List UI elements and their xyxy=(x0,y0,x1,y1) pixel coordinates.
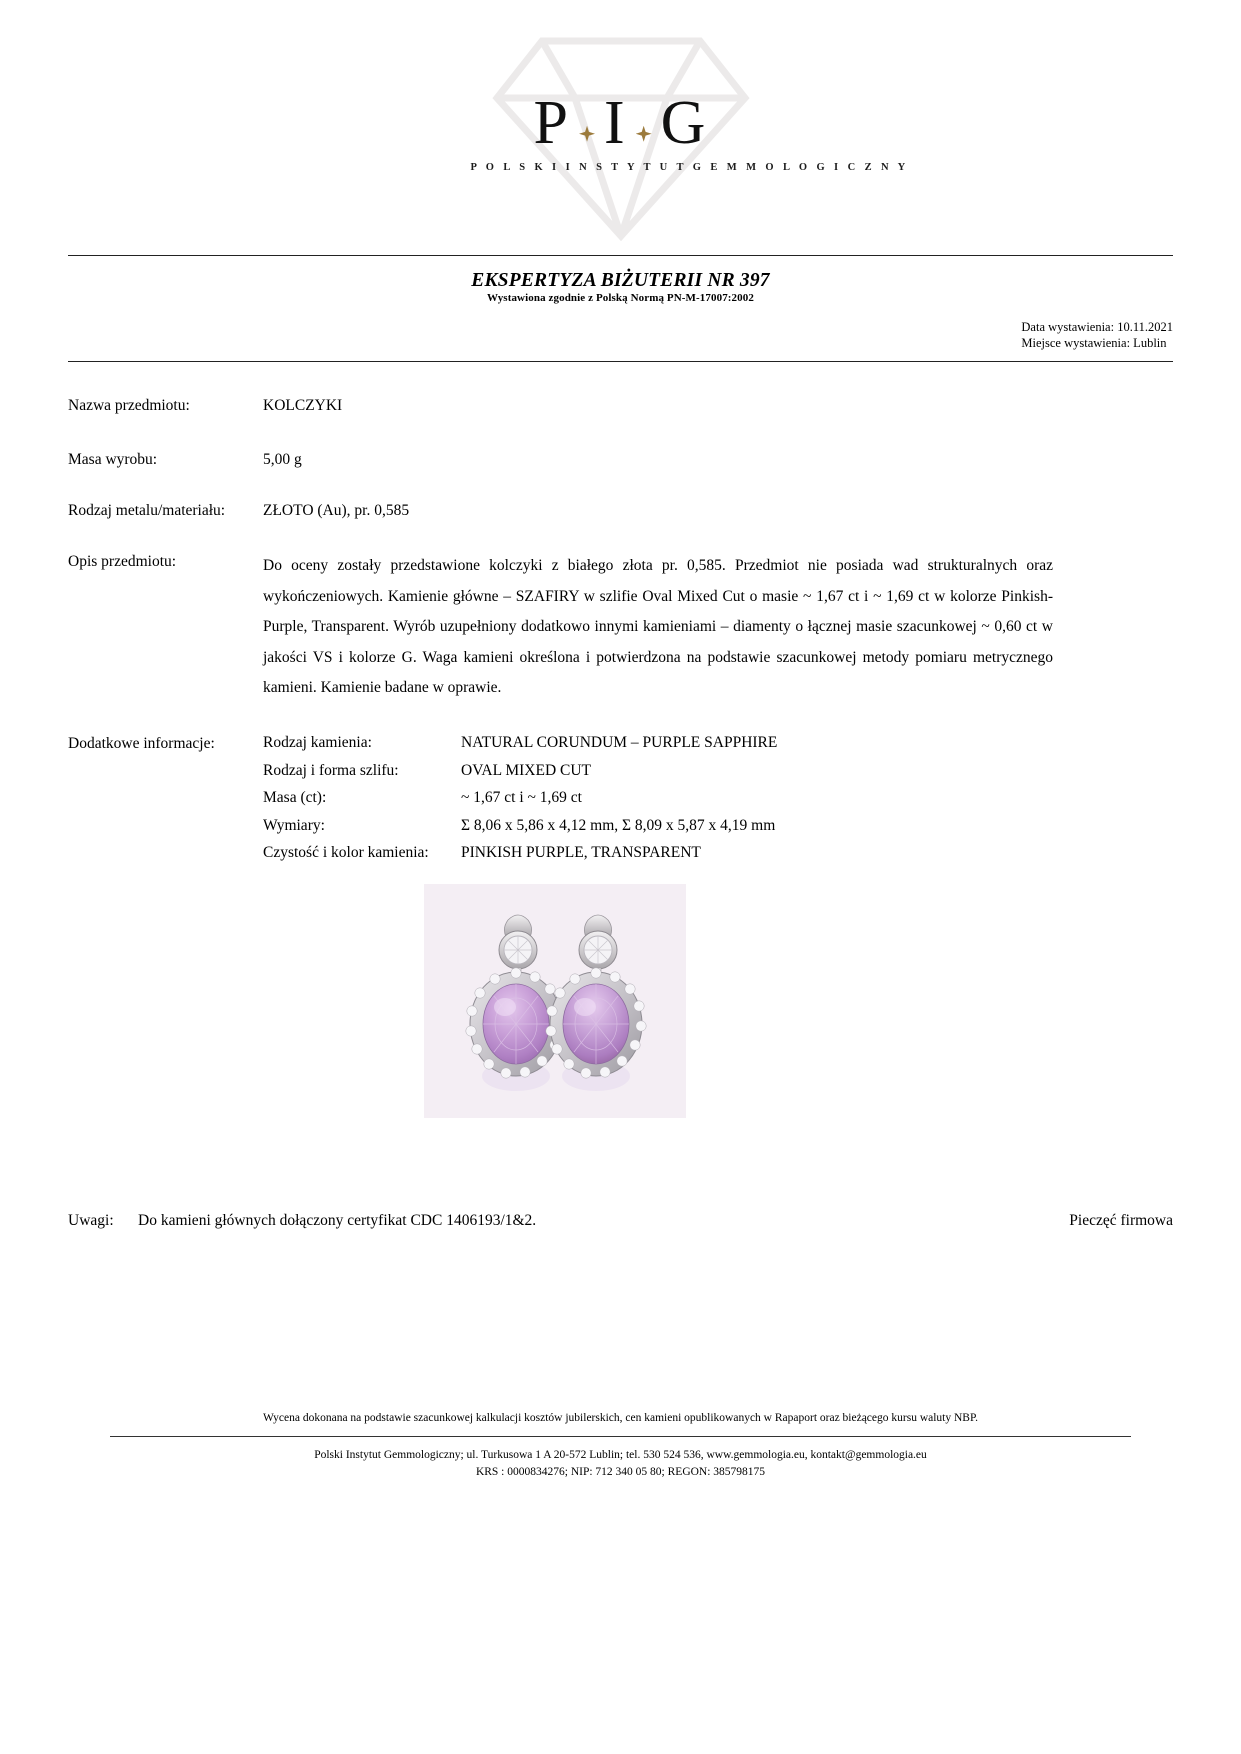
field-value-metal: ZŁOTO (Au), pr. 0,585 xyxy=(263,502,410,519)
field-value-mass: 5,00 g xyxy=(263,451,302,468)
field-item-metal xyxy=(68,500,1173,522)
field-value-name: KOLCZYKI xyxy=(263,397,343,414)
carat-key: Masa (ct): xyxy=(263,789,327,806)
logo-diamond-icon-1 xyxy=(570,98,604,160)
logo-letter-p: P xyxy=(533,89,571,157)
table-row xyxy=(263,787,777,815)
remarks-label: Uwagi: xyxy=(68,1212,114,1229)
field-value-description: Do oceny zostały przedstawione kolczyki z białego złota pr. 0,585. Przedmiot nie posiada wad strukturalnych oraz wykończeniowych. Kamienie główne – SZAFIRY w szlifie Oval Mixed Cut o masie ~ 1,67 ct i ~ 1,69 ct w kolorze Pinkish-Purple, Transparent. Wyrób uzupełniony dodatkowo innymi kamieniami – diamenty o łącznej masie szacunkowej ~ 0,60 ct w jakości VS i kolorze G. Waga kamieni określona i potwierdzona na podstawie szacunkowej metody pomiaru metrycznego kamieni. Kamienie badane w oprawie. xyxy=(263,557,1053,696)
issue-place: Miejsce wystawienia: Lublin xyxy=(1021,336,1167,350)
footer-valuation-note: Wycena dokonana na podstawie szacunkowej kalkulacji kosztów jubilerskich, cen kamieni opublikowanych w Rapaport oraz bieżącego kursu waluty NBP. xyxy=(263,1412,978,1424)
carat-value: ~ 1,67 ct i ~ 1,69 ct xyxy=(461,789,582,806)
footer-address-line: Polski Instytut Gemmologiczny; ul. Turkusowa 1 A 20-572 Lublin; tel. 530 524 536, www.gemmologia.eu, kontakt@gemmologia.eu xyxy=(314,1449,927,1461)
table-row xyxy=(263,732,777,760)
field-label-mass: Masa wyrobu: xyxy=(68,451,158,468)
clarity-color-key: Czystość i kolor kamienia: xyxy=(263,844,429,861)
field-item-description xyxy=(68,551,1173,704)
page-subtitle: Wystawiona zgodnie z Polską Normą PN-M-17007:2002 xyxy=(487,292,754,304)
stone-type-key: Rodzaj kamienia: xyxy=(263,734,372,751)
earrings-photo xyxy=(424,884,686,1118)
divider-footer xyxy=(110,1436,1131,1437)
table-row xyxy=(263,760,777,788)
company-stamp-label: Pieczęć firmowa xyxy=(1069,1212,1173,1229)
field-item-mass xyxy=(68,449,1173,471)
logo-subtitle: P O L S K I I N S T Y T U T G E M M O L O G I C Z N Y xyxy=(470,162,909,173)
field-label-description: Opis przedmiotu: xyxy=(68,553,177,570)
remarks-value: Do kamieni głównych dołączony certyfikat CDC 1406193/1&2. xyxy=(138,1212,537,1229)
additional-info-table xyxy=(263,732,777,870)
dimensions-key: Wymiary: xyxy=(263,816,325,834)
logo-diamond-icon-2 xyxy=(627,98,661,160)
divider-under-header xyxy=(68,361,1173,362)
stone-type-value: NATURAL CORUNDUM – PURPLE SAPPHIRE xyxy=(461,734,778,751)
footer-registration-line: KRS : 0000834276; NIP: 712 340 05 80; REGON: 385798175 xyxy=(475,1466,766,1478)
issue-meta xyxy=(1021,319,1173,351)
remarks-row xyxy=(68,1210,1173,1232)
table-row xyxy=(263,815,777,843)
issue-date: Data wystawienia: 10.11.2021 xyxy=(1021,320,1173,334)
clarity-color-value: PINKISH PURPLE, TRANSPARENT xyxy=(461,844,701,861)
earrings-illustration xyxy=(424,884,686,1118)
footer-contact xyxy=(0,1447,1241,1481)
field-label-metal: Rodzaj metalu/materiału: xyxy=(68,502,226,519)
field-item-name xyxy=(68,395,1173,417)
table-row xyxy=(263,842,777,870)
divider-top xyxy=(68,255,1173,256)
page-title: EKSPERTYZA BIŻUTERII NR 397 xyxy=(471,270,770,291)
dimensions-value: Σ 8,06 x 5,86 x 4,12 mm, Σ 8,09 x 5,87 x 4,19 mm xyxy=(461,816,776,834)
cut-type-value: OVAL MIXED CUT xyxy=(461,761,592,779)
logo-block xyxy=(0,50,1241,240)
field-label-name: Nazwa przedmiotu: xyxy=(68,397,190,414)
cut-type-key: Rodzaj i forma szlifu: xyxy=(263,761,399,779)
logo-letter-i: I xyxy=(604,89,627,157)
additional-info-label: Dodatkowe informacje: xyxy=(68,735,215,752)
additional-info-block xyxy=(68,732,1173,870)
logo-letter-g: G xyxy=(660,89,708,157)
logo-lettermark xyxy=(471,89,771,160)
